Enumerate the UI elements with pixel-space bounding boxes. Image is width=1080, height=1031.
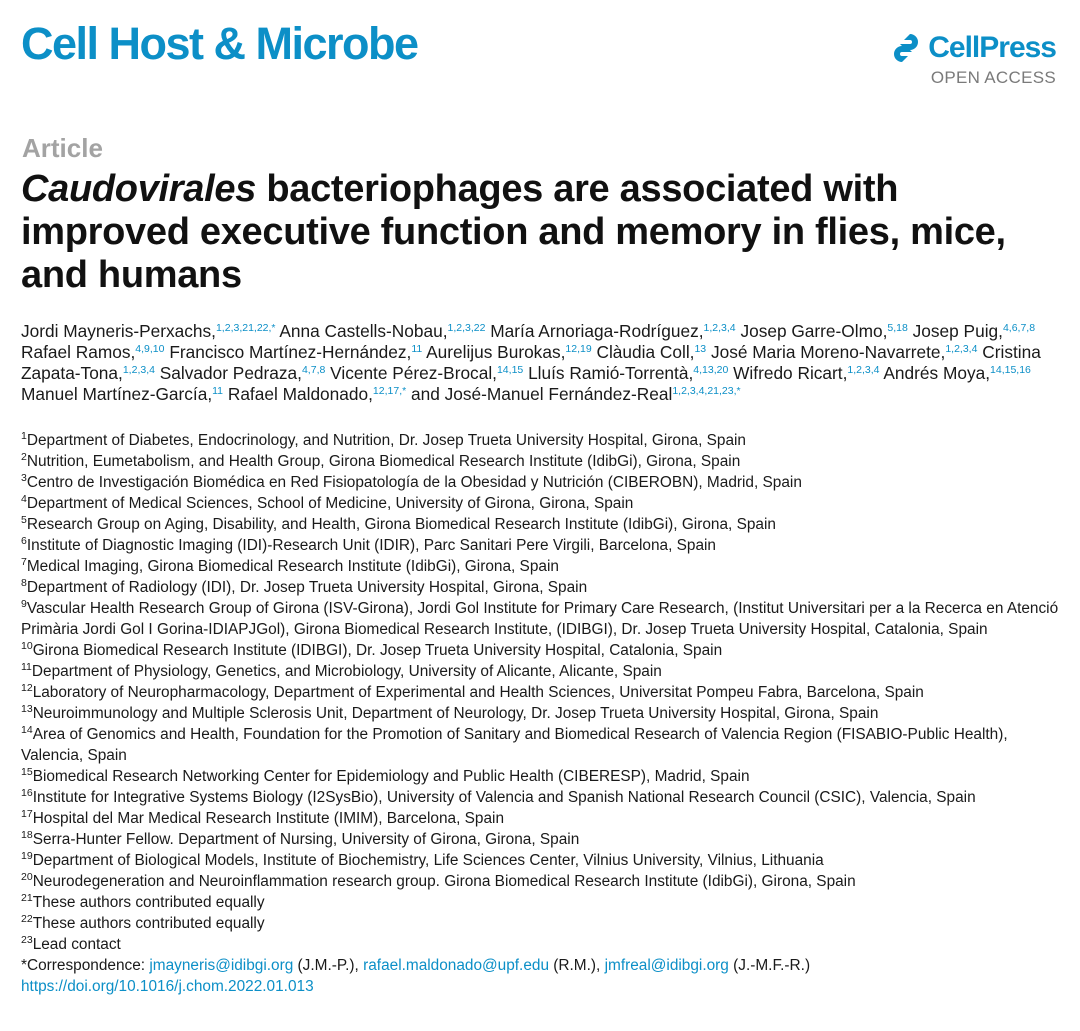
author-affiliation-numbers[interactable]: 14,15 [496, 364, 524, 376]
author-affiliation-numbers[interactable]: 4,9,10 [135, 343, 165, 355]
author [228, 384, 406, 404]
author [733, 363, 879, 383]
author-name: Rafael Maldonado, [227, 384, 373, 404]
article-type-label: Article [22, 133, 103, 163]
author-affiliation-numbers[interactable]: 11 [212, 385, 224, 397]
author-name: Josep Garre-Olmo, [740, 321, 888, 341]
author [21, 342, 165, 362]
author-affiliation-numbers[interactable]: 1,2,3,4 [945, 343, 978, 355]
author-name: Clàudia Coll, [596, 342, 695, 362]
author-affiliation-numbers[interactable]: 4,7,8 [301, 364, 326, 376]
affiliation-item [21, 430, 1066, 451]
author [330, 363, 523, 383]
author [160, 363, 326, 383]
author [490, 321, 735, 341]
affiliation-text: Department of Radiology (IDI), Dr. Josep Trueta University Hospital, Girona, Spain [26, 579, 588, 596]
affiliation-number: 12 [21, 682, 33, 694]
affiliation-number: 21 [21, 892, 33, 904]
author [279, 321, 485, 341]
affiliation-item [21, 787, 1066, 808]
affiliation-text: Department of Physiology, Genetics, and Microbiology, University of Alicante, Alicante, Spain [31, 663, 662, 680]
affiliation-number: 3 [21, 472, 27, 484]
author-name: Anna Castells-Nobau, [279, 321, 448, 341]
affiliation-number: 10 [21, 640, 33, 652]
author-name: Rafael Ramos, [21, 342, 136, 362]
affiliation-text: Institute of Diagnostic Imaging (IDI)-Research Unit (IDIR), Parc Sanitari Pere Virgili, Barcelona, Spain [26, 537, 716, 554]
affiliation-text: Centro de Investigación Biomédica en Red Fisiopatología de la Obesidad y Nutrición (CIBEROBN), Madrid, Spain [26, 474, 802, 491]
cellpress-branding [856, 30, 1056, 90]
affiliation-item [21, 661, 1066, 682]
affiliation-text: Department of Medical Sciences, School of Medicine, University of Girona, Girona, Spain [26, 495, 634, 512]
author-name: and José-Manuel Fernández-Real [411, 384, 673, 404]
affiliation-text: Institute for Integrative Systems Biology (I2SysBio), University of Valencia and Spanish National Research Council (CSIC), Valencia, Spain [32, 789, 976, 806]
affiliation-item [21, 808, 1066, 829]
affiliation-text: Medical Imaging, Girona Biomedical Research Institute (IdibGi), Girona, Spain [26, 558, 559, 575]
doi-link[interactable]: https://doi.org/10.1016/j.chom.2022.01.013 [21, 978, 314, 995]
author-name: Andrés Moya, [883, 363, 991, 383]
affiliation-number: 20 [21, 871, 33, 883]
affiliation-item [21, 724, 1066, 766]
affiliation-item [21, 703, 1066, 724]
author-name: José Maria Moreno-Navarrete, [710, 342, 946, 362]
correspondence-who-3: (J.-M.F.-R.) [728, 957, 811, 974]
affiliation-number: 23 [21, 934, 33, 946]
affiliation-item [21, 556, 1066, 577]
author [711, 342, 977, 362]
affiliation-text: Department of Diabetes, Endocrinology, and Nutrition, Dr. Josep Trueta University Hospital, Girona, Spain [26, 432, 746, 449]
author-name: Salvador Pedraza, [159, 363, 302, 383]
author-affiliation-numbers[interactable]: 11 [411, 343, 423, 355]
author [21, 321, 276, 341]
affiliation-number: 8 [21, 577, 27, 589]
email-link-1[interactable]: jmayneris@idibgi.org [149, 957, 294, 974]
correspondence-line [21, 955, 1066, 976]
author-affiliation-numbers[interactable]: 1,2,3,4 [847, 364, 880, 376]
affiliation-text: These authors contributed equally [32, 915, 265, 932]
affiliation-text: Girona Biomedical Research Institute (IDIBGI), Dr. Josep Trueta University Hospital, Catalonia, Spain [32, 642, 723, 659]
affiliation-number: 9 [21, 598, 27, 610]
affiliation-number: 4 [21, 493, 27, 505]
affiliation-number: 14 [21, 724, 33, 736]
author-name: Wifredo Ricart, [733, 363, 848, 383]
correspondence-label: *Correspondence: [21, 957, 150, 974]
affiliation-text: Serra-Hunter Fellow. Department of Nursing, University of Girona, Girona, Spain [32, 831, 580, 848]
author [426, 342, 592, 362]
affiliation-item [21, 682, 1066, 703]
author-affiliation-numbers[interactable]: 1,2,3,4 [122, 364, 155, 376]
article-title [21, 168, 1021, 297]
affiliation-item [21, 850, 1066, 871]
affiliation-text: Laboratory of Neuropharmacology, Department of Experimental and Health Sciences, Universitat Pompeu Fabra, Barcelona, Spain [32, 684, 924, 701]
affiliation-item [21, 934, 1066, 955]
affiliation-number: 6 [21, 535, 27, 547]
affiliation-number: 5 [21, 514, 27, 526]
affiliation-text: Lead contact [32, 936, 121, 953]
author [596, 342, 706, 362]
affiliation-number: 16 [21, 787, 33, 799]
author-affiliation-numbers[interactable]: 1,2,3,22 [447, 322, 486, 334]
title-rest: bacteriophages are associated with improved executive function and memory in flies, mice, and humans [21, 168, 1006, 296]
publisher-name: CellPress [928, 31, 1056, 64]
author-list [21, 321, 1066, 405]
affiliation-number: 19 [21, 850, 33, 862]
affiliation-item [21, 913, 1066, 934]
affiliation-text: Nutrition, Eumetabolism, and Health Group, Girona Biomedical Research Institute (IdibGi), Girona, Spain [26, 453, 741, 470]
affiliation-text: Hospital del Mar Medical Research Institute (IMIM), Barcelona, Spain [32, 810, 505, 827]
affiliation-text: Neurodegeneration and Neuroinflammation research group. Girona Biomedical Research Institute (IdibGi), Girona, Spain [32, 873, 856, 890]
affiliation-text: Biomedical Research Networking Center for Epidemiology and Public Health (CIBERESP), Madrid, Spain [32, 768, 750, 785]
author [21, 384, 223, 404]
affiliation-item [21, 577, 1066, 598]
affiliation-text: Vascular Health Research Group of Girona (ISV-Girona), Jordi Gol Institute for Primary Care Research, (Institut Universitari per a la Recerca en Atenció Primària Jordi Gol I Gorina-IDIAPJGol), Girona Biomedical Research Institute, (IDIBGI), Dr. Josep Trueta University Hospital, Catalonia, Spain [21, 600, 1059, 638]
author-name: Vicente Pérez-Brocal, [330, 363, 497, 383]
author-name: Josep Puig, [912, 321, 1003, 341]
author-affiliation-numbers[interactable]: 1,2,3,21,22,* [215, 322, 276, 334]
journal-title: Cell Host & Microbe [21, 18, 418, 69]
author-affiliation-numbers[interactable]: 1,2,3,4,21,23,* [672, 385, 741, 397]
doi-line [21, 976, 1066, 997]
cellpress-logo[interactable] [888, 30, 1056, 66]
author-name: Manuel Martínez-García, [21, 384, 213, 404]
affiliation-item [21, 640, 1066, 661]
author-name: Francisco Martínez-Hernández, [169, 342, 412, 362]
author [883, 363, 1031, 383]
author-affiliation-numbers[interactable]: 4,13,20 [693, 364, 729, 376]
email-link-2[interactable]: rafael.maldonado@upf.edu [363, 957, 550, 974]
author-affiliation-numbers[interactable]: 5,18 [887, 322, 908, 334]
affiliation-number: 2 [21, 451, 27, 463]
author-name: Jordi Mayneris-Perxachs, [21, 321, 216, 341]
affiliation-item [21, 451, 1066, 472]
affiliation-number: 11 [21, 661, 32, 673]
affiliation-item [21, 892, 1066, 913]
author-affiliation-numbers[interactable]: 12,17,* [372, 385, 407, 397]
author-name: Lluís Ramió-Torrentà, [528, 363, 694, 383]
affiliation-item [21, 598, 1066, 640]
affiliation-item [21, 472, 1066, 493]
affiliation-item [21, 493, 1066, 514]
author-name: María Arnoriaga-Rodríguez, [490, 321, 704, 341]
affiliation-number: 1 [21, 430, 27, 442]
affiliation-number: 7 [21, 556, 27, 568]
affiliation-text: Research Group on Aging, Disability, and Health, Girona Biomedical Research Institute (IdibGi), Girona, Spain [26, 516, 776, 533]
affiliation-text: Area of Genomics and Health, Foundation for the Promotion of Sanitary and Biomedical Research of Valencia Region (FISABIO-Public Health), Valencia, Spain [21, 726, 1008, 764]
correspondence-who-2: (R.M.), [549, 957, 605, 974]
author-affiliation-numbers[interactable]: 4,6,7,8 [1002, 322, 1036, 334]
email-link-3[interactable]: jmfreal@idibgi.org [604, 957, 729, 974]
author-affiliation-numbers[interactable]: 12,19 [565, 343, 592, 355]
author-affiliation-numbers[interactable]: 13 [694, 343, 707, 355]
affiliation-item [21, 871, 1066, 892]
affiliation-number: 17 [21, 808, 33, 820]
affiliation-item [21, 766, 1066, 787]
author [169, 342, 422, 362]
author [528, 363, 728, 383]
author [740, 321, 907, 341]
cellpress-logo-icon [888, 30, 924, 66]
open-access-label: OPEN ACCESS [930, 68, 1056, 87]
affiliation-number: 13 [21, 703, 33, 715]
author [913, 321, 1035, 341]
affiliation-list [21, 430, 1066, 997]
author-name: Cristina Zapata-Tona, [21, 342, 1041, 383]
affiliation-text: Neuroimmunology and Multiple Sclerosis Unit, Department of Neurology, Dr. Josep Trueta University Hospital, Girona, Spain [32, 705, 879, 722]
author-affiliation-numbers[interactable]: 14,15,16 [990, 364, 1031, 376]
author-affiliation-numbers[interactable]: 1,2,3,4 [703, 322, 736, 334]
affiliation-number: 22 [21, 913, 33, 925]
author [411, 384, 741, 404]
correspondence-who-1: (J.M.-P.), [293, 957, 364, 974]
affiliation-number: 18 [21, 829, 33, 841]
affiliation-number: 15 [21, 766, 33, 778]
affiliation-text: These authors contributed equally [32, 894, 265, 911]
title-italic-part: Caudovirales [21, 168, 257, 210]
author-name: Aurelijus Burokas, [426, 342, 566, 362]
affiliation-text: Department of Biological Models, Institute of Biochemistry, Life Sciences Center, Vilnius University, Vilnius, Lithuania [32, 852, 824, 869]
affiliation-item [21, 829, 1066, 850]
affiliation-item [21, 514, 1066, 535]
affiliation-item [21, 535, 1066, 556]
